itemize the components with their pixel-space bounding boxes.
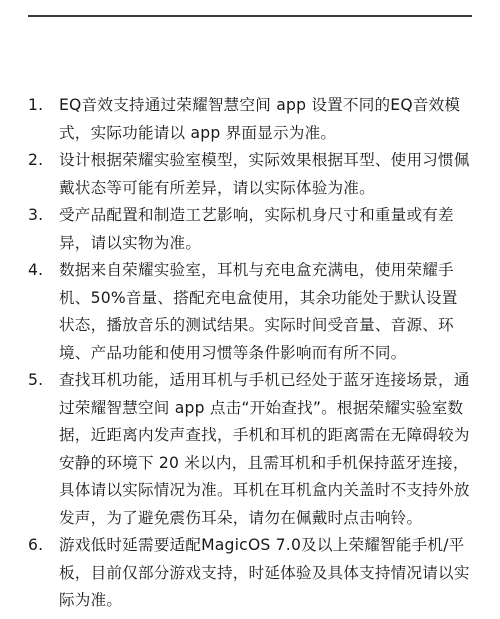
note-number: 2. [28, 151, 44, 169]
note-number: 6. [28, 536, 44, 554]
note-text: EQ音效支持通过荣耀智慧空间 app 设置不同的EQ音效模式，实际功能请以 app 界面显示为准。 [59, 96, 461, 142]
top-divider [28, 15, 472, 17]
note-text: 设计根据荣耀实验室模型，实际效果根据耳型、使用习惯佩戴状态等可能有所差异，请以实际体验为准。 [59, 151, 470, 197]
note-item-2 [0, 147, 500, 202]
note-number: 3. [28, 206, 44, 224]
note-item-4 [0, 257, 500, 367]
note-item-1 [0, 92, 500, 147]
note-item-5 [0, 367, 500, 532]
disclaimer-list [0, 92, 500, 615]
note-text: 数据来自荣耀实验室，耳机与充电盒充满电，使用荣耀手机、50%音量、搭配充电盒使用，其余功能处于默认设置状态，播放音乐的测试结果。实际时间受音量、音源、环境、产品功能和使用习惯等条件影响而有所不同。 [59, 261, 458, 362]
note-item-6 [0, 532, 500, 615]
note-number: 5. [28, 371, 44, 389]
note-text: 受产品配置和制造工艺影响，实际机身尺寸和重量或有差异，请以实物为准。 [59, 206, 454, 252]
note-text: 查找耳机功能，适用耳机与手机已经处于蓝牙连接场景，通过荣耀智慧空间 app 点击“开始查找”。根据荣耀实验室数据，近距离内发声查找，手机和耳机的距离需在无障碍较为安静的环境下 20 米以内，且需耳机和手机保持蓝牙连接，具体请以实际情况为准。耳机在耳机盒内关盖时不支持外放发声，为了避免震伤耳朵，请勿在佩戴时点击响铃。 [59, 371, 470, 527]
note-item-3 [0, 202, 500, 257]
note-number: 4. [28, 261, 44, 279]
note-text: 游戏低时延需要适配MagicOS 7.0及以上荣耀智能手机/平板，目前仅部分游戏支持，时延体验及具体支持情况请以实际为准。 [59, 536, 470, 609]
note-number: 1. [28, 96, 44, 114]
